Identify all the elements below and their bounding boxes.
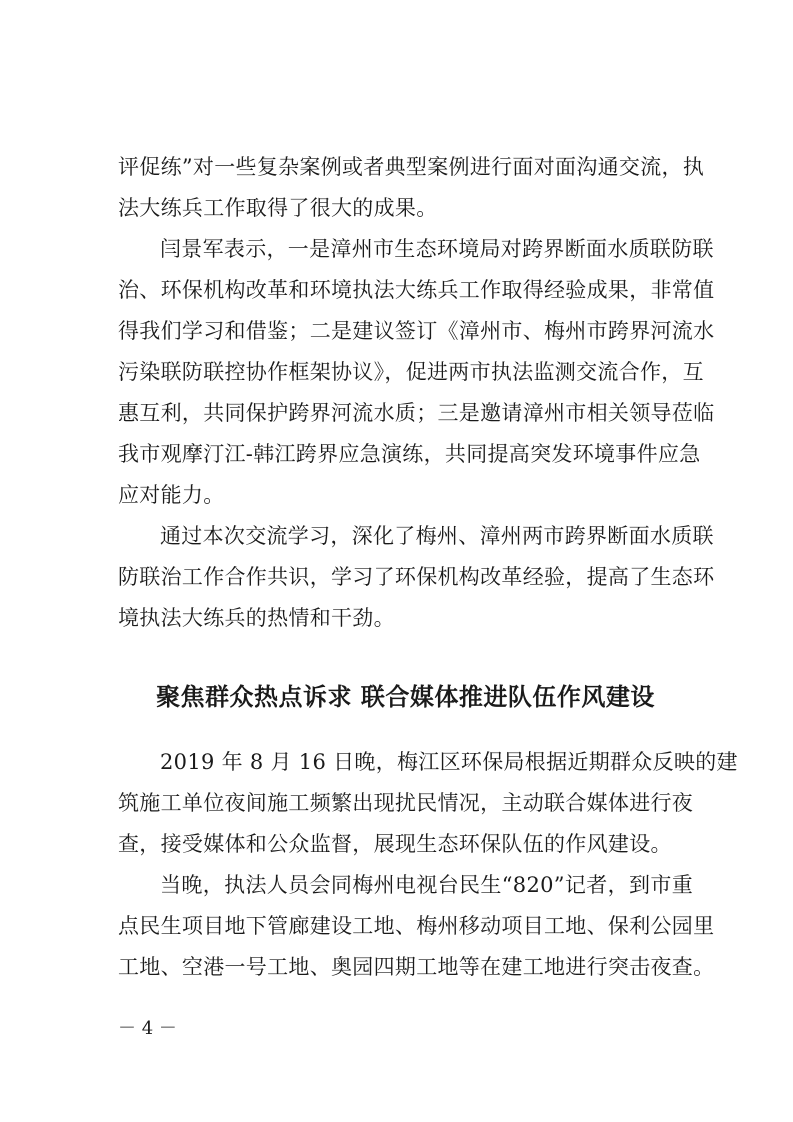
paragraph-line: 点民生项目地下管廊建设工地、梅州移动项目工地、保利公园里 bbox=[118, 914, 715, 938]
paragraph-line: 应对能力。 bbox=[118, 483, 225, 507]
paragraph-line: 工地、空港一号工地、奥园四期工地等在建工地进行突击夜查。 bbox=[118, 955, 715, 979]
paragraph-line: 通过本次交流学习，深化了梅州、漳州两市跨界断面水质联 bbox=[160, 524, 714, 548]
paragraph-line: 污染联防联控协作框架协议》，促进两市执法监测交流合作，互 bbox=[118, 360, 704, 384]
paragraph-line: 闫景军表示，一是漳州市生态环境局对跨界断面水质联防联 bbox=[160, 237, 714, 261]
paragraph-line: 防联治工作合作共识，学习了环保机构改革经验，提高了生态环 bbox=[118, 565, 715, 589]
page-number: － 4 － bbox=[118, 1018, 177, 1039]
section-heading: 聚焦群众热点诉求 联合媒体推进队伍作风建设 bbox=[156, 682, 655, 711]
paragraph-line: 治、环保机构改革和环境执法大练兵工作取得经验成果，非常值 bbox=[118, 278, 715, 302]
paragraph-line: 当晚，执法人员会同梅州电视台民生“820”记者，到市重 bbox=[160, 873, 693, 897]
paragraph-line: 2019 年 8 月 16 日晚，梅江区环保局根据近期群众反映的建 bbox=[160, 750, 738, 774]
paragraph-line: 得我们学习和借鉴；二是建议签订《漳州市、梅州市跨界河流水 bbox=[118, 319, 715, 343]
paragraph-line: 我市观摩汀江-韩江跨界应急演练，共同提高突发环境事件应急 bbox=[118, 442, 701, 466]
paragraph-line: 惠互利，共同保护跨界河流水质；三是邀请漳州市相关领导莅临 bbox=[118, 401, 715, 425]
paragraph-line: 筑施工单位夜间施工频繁出现扰民情况，主动联合媒体进行夜 bbox=[118, 791, 694, 815]
paragraph-line: 法大练兵工作取得了很大的成果。 bbox=[118, 196, 438, 220]
paragraph-line: 查，接受媒体和公众监督，展现生态环保队伍的作风建设。 bbox=[118, 832, 672, 856]
paragraph-line: 评促练”对一些复杂案例或者典型案例进行面对面沟通交流，执 bbox=[118, 155, 705, 179]
paragraph-line: 境执法大练兵的热情和干劲。 bbox=[118, 606, 395, 630]
